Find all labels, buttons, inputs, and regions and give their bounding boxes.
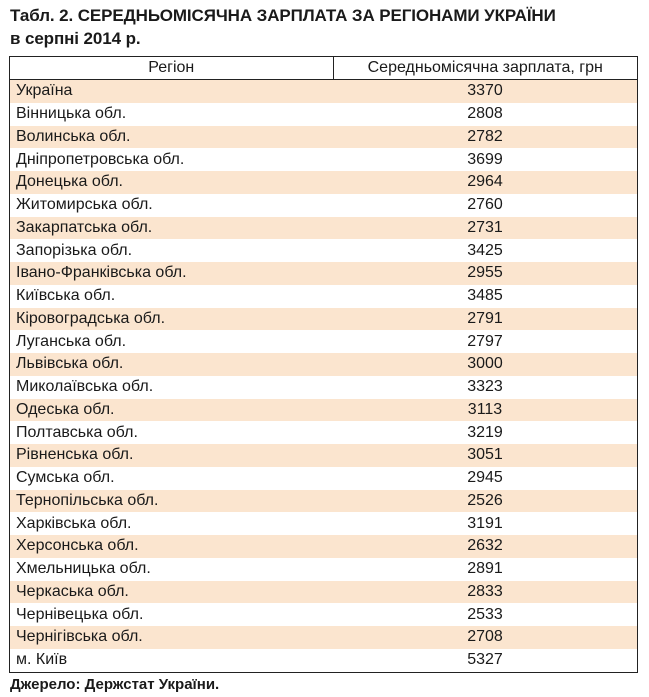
salary-cell: 3113 — [333, 399, 637, 422]
table-row — [10, 308, 637, 331]
salary-cell: 3485 — [467, 287, 503, 305]
region-cell: Тернопільська обл. — [10, 490, 333, 513]
salary-cell: 2708 — [333, 626, 637, 649]
table-row — [10, 421, 637, 444]
region-cell: Рівненська обл. — [10, 444, 333, 467]
region-cell: Луганська обл. — [16, 332, 127, 350]
salary-cell: 2791 — [333, 308, 637, 331]
table-row — [10, 262, 637, 285]
salary-table — [9, 56, 638, 673]
table-row — [10, 126, 637, 149]
region-cell: Чернівецька обл. — [16, 605, 144, 623]
salary-cell: 5327 — [467, 651, 503, 669]
salary-table-grid — [10, 57, 637, 672]
table-row — [10, 512, 637, 535]
salary-cell: 2833 — [333, 581, 637, 604]
table-row — [10, 399, 637, 422]
region-cell: Івано-Франківська обл. — [10, 262, 333, 285]
table-row — [10, 330, 637, 353]
table-row — [10, 353, 637, 376]
table-body — [10, 80, 637, 672]
table-row — [10, 217, 637, 240]
table-header-row — [10, 57, 637, 80]
salary-cell: 3219 — [467, 423, 503, 441]
table-row — [10, 581, 637, 604]
salary-cell: 2632 — [333, 535, 637, 558]
salary-cell: 2964 — [333, 171, 637, 194]
region-cell: Кіровоградська обл. — [10, 308, 333, 331]
table-row — [10, 285, 637, 308]
table-row — [10, 239, 637, 262]
salary-cell: 2731 — [333, 217, 637, 240]
salary-cell: 2945 — [467, 469, 503, 487]
salary-cell: 2797 — [467, 332, 503, 350]
table-row — [10, 194, 637, 217]
region-cell: Запорізька обл. — [16, 241, 133, 259]
region-cell: Київська обл. — [16, 287, 116, 305]
salary-cell: 2782 — [333, 126, 637, 149]
table-title — [10, 4, 640, 50]
region-cell: м. Київ — [16, 651, 68, 669]
source-note: Джерело: Держстат України. — [10, 676, 220, 693]
salary-cell: 3370 — [333, 80, 637, 103]
table-row — [10, 626, 637, 649]
table-row — [10, 444, 637, 467]
region-cell: Дніпропетровська обл. — [16, 150, 185, 168]
table-row — [10, 490, 637, 513]
region-cell: Хмельницька обл. — [16, 560, 151, 578]
column-header-salary: Середньомісячна зарплата, грн — [333, 57, 637, 80]
salary-cell: 3425 — [467, 241, 503, 259]
salary-cell: 2808 — [467, 105, 503, 123]
region-cell: Волинська обл. — [10, 126, 333, 149]
salary-cell: 3323 — [467, 378, 503, 396]
salary-cell: 2526 — [333, 490, 637, 513]
region-cell: Миколаївська обл. — [16, 378, 154, 396]
region-cell: Вінницька обл. — [16, 105, 127, 123]
salary-cell: 2891 — [467, 560, 503, 578]
table-row — [10, 103, 637, 126]
region-cell: Житомирська обл. — [16, 196, 153, 214]
table-title-line-2: в серпні 2014 р. — [10, 29, 141, 48]
salary-cell: 3699 — [467, 150, 503, 168]
salary-cell: 2955 — [333, 262, 637, 285]
table-row — [10, 649, 637, 672]
table-row — [10, 171, 637, 194]
table-row — [10, 535, 637, 558]
region-cell: Україна — [10, 80, 333, 103]
region-cell: Закарпатська обл. — [10, 217, 333, 240]
region-cell: Черкаська обл. — [10, 581, 333, 604]
table-row — [10, 80, 637, 103]
salary-cell: 2760 — [467, 196, 503, 214]
region-cell: Одеська обл. — [10, 399, 333, 422]
region-cell: Херсонська обл. — [10, 535, 333, 558]
region-cell: Полтавська обл. — [16, 423, 138, 441]
table-row — [10, 467, 637, 490]
table-row — [10, 558, 637, 581]
table-row — [10, 603, 637, 626]
table-row — [10, 376, 637, 399]
region-cell: Львівська обл. — [10, 353, 333, 376]
region-cell: Чернігівська обл. — [10, 626, 333, 649]
salary-cell: 3000 — [333, 353, 637, 376]
table-title-line-1: Табл. 2. СЕРЕДНЬОМІСЯЧНА ЗАРПЛАТА ЗА РЕГІОНАМИ УКРАЇНИ — [10, 6, 556, 25]
salary-cell: 2533 — [467, 605, 503, 623]
column-header-region: Регіон — [10, 57, 333, 80]
salary-cell: 3051 — [333, 444, 637, 467]
region-cell: Сумська обл. — [16, 469, 115, 487]
salary-cell: 3191 — [467, 514, 503, 532]
table-row — [10, 148, 637, 171]
region-cell: Донецька обл. — [10, 171, 333, 194]
region-cell: Харківська обл. — [16, 514, 132, 532]
